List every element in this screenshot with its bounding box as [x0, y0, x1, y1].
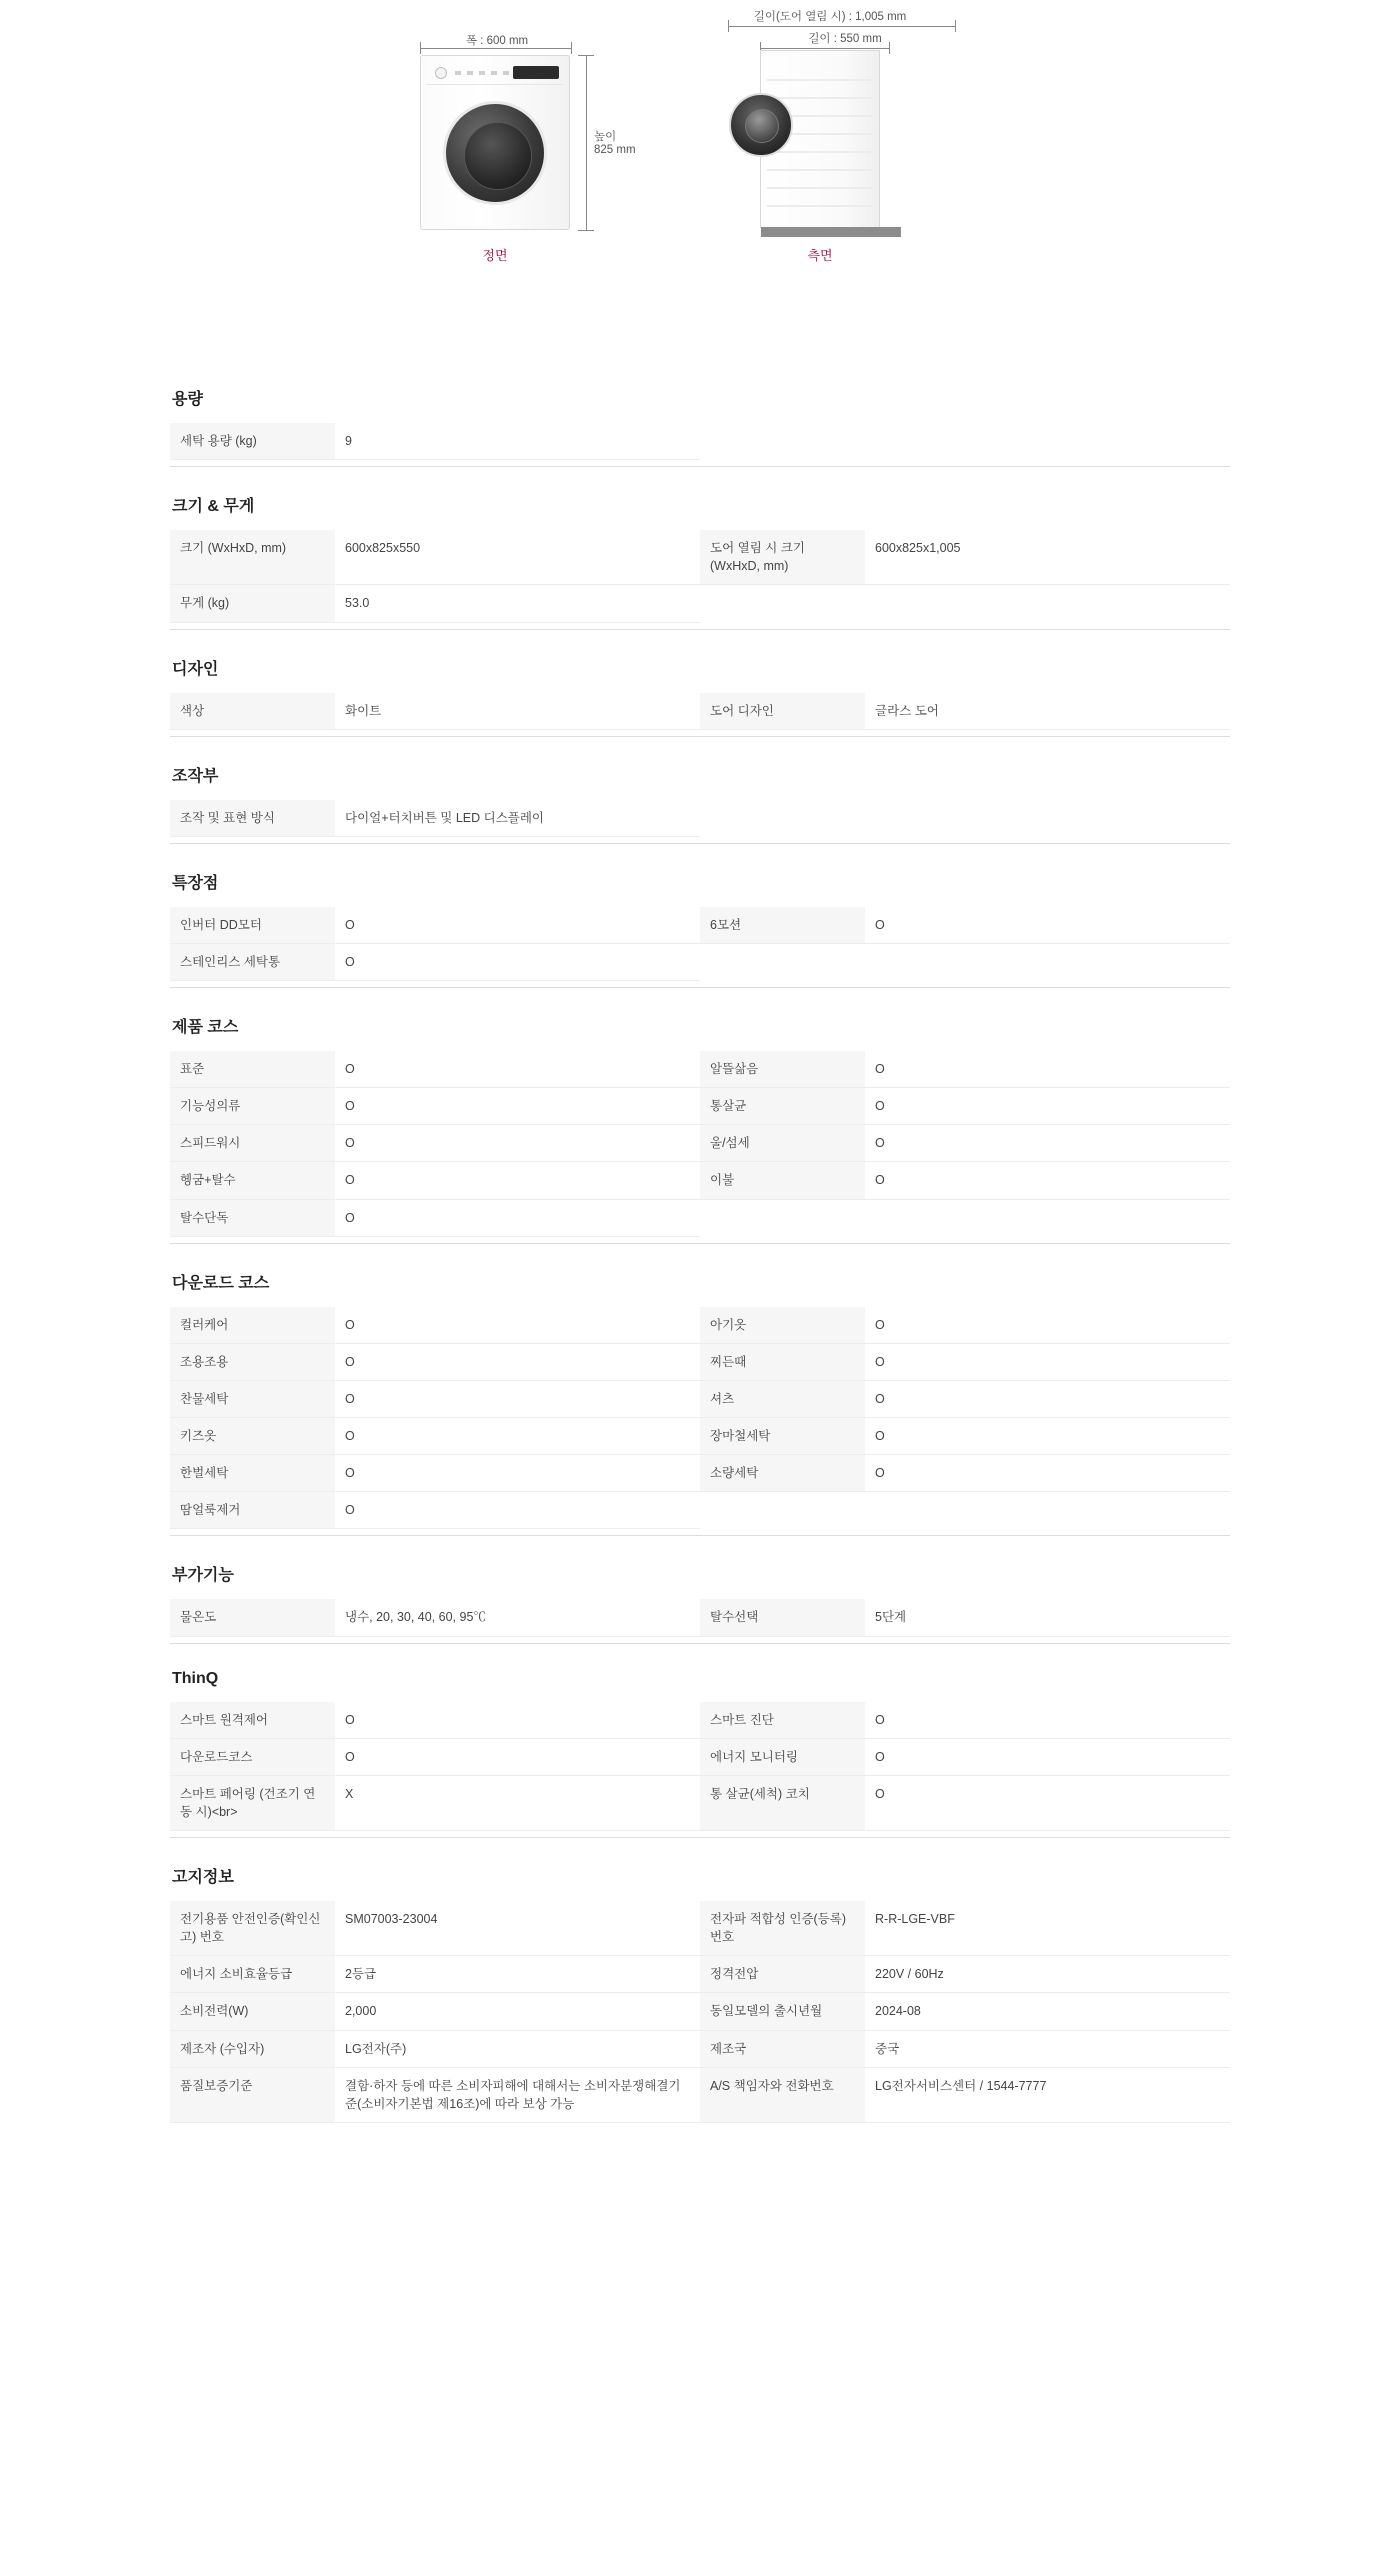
spec-value-cell: O: [335, 1492, 700, 1529]
spec-section-title: 특장점: [172, 874, 219, 892]
spec-label-cell: 스마트 원격제어: [170, 1702, 335, 1739]
spec-value-cell: O: [865, 1307, 1230, 1344]
spec-value-cell: 220V / 60Hz: [865, 1956, 1230, 1993]
led-display-icon: [513, 66, 559, 79]
spec-value-cell: O: [335, 1380, 700, 1417]
spec-label-cell: 크기 (WxHxD, mm): [170, 530, 335, 585]
table-row: [170, 1088, 1230, 1125]
side-depth-dimension-line: [760, 48, 890, 49]
spec-value-cell: O: [335, 1702, 700, 1739]
spec-value-cell: O: [865, 1051, 1230, 1088]
spec-label-cell: 조작 및 표현 방식: [170, 800, 335, 837]
spec-section-title: 제품 코스: [172, 1019, 239, 1036]
spec-label-cell: 땀얼룩제거: [170, 1492, 335, 1529]
spec-label-cell: 소비전력(W): [170, 1993, 335, 2030]
spec-section-title: 용량: [172, 391, 203, 408]
front-width-dimension-line: [420, 48, 572, 49]
spec-table: [170, 1702, 1230, 1832]
spec-label-cell: 6모션: [700, 907, 865, 944]
table-row: [170, 1956, 1230, 1993]
table-row: [170, 1492, 1230, 1529]
spec-value-cell: O: [865, 1775, 1230, 1830]
front-height-label-line1: 높이: [594, 131, 617, 143]
spec-value-cell: 중국: [865, 2030, 1230, 2067]
spec-value-cell: O: [335, 1738, 700, 1775]
spec-label-cell: 셔츠: [700, 1380, 865, 1417]
spec-table: [170, 530, 1230, 622]
table-row: [170, 943, 1230, 980]
table-row: [170, 1380, 1230, 1417]
spec-value-cell: O: [335, 1125, 700, 1162]
spec-empty-cell: [700, 943, 865, 980]
spec-value-cell: O: [865, 1088, 1230, 1125]
spec-value-cell: 53.0: [335, 585, 700, 622]
table-row: [170, 1162, 1230, 1199]
spec-empty-cell: [965, 423, 1230, 460]
spec-label-cell: 통살균: [700, 1088, 865, 1125]
spec-value-cell: 냉수, 20, 30, 40, 60, 95℃: [335, 1599, 700, 1636]
side-base-shadow: [761, 227, 901, 237]
front-height-tick-top: [578, 55, 594, 56]
spec-label-cell: 기능성의류: [170, 1088, 335, 1125]
spec-value-cell: O: [865, 1125, 1230, 1162]
spec-value-cell: 600x825x550: [335, 530, 700, 585]
spec-value-cell: 다이얼+터치버튼 및 LED 디스플레이: [335, 800, 700, 837]
spec-label-cell: 소량세탁: [700, 1455, 865, 1492]
spec-value-cell: O: [865, 907, 1230, 944]
spec-section: [170, 360, 1230, 466]
spec-label-cell: 스마트 페어링 (건조기 연동 시)<br>: [170, 1775, 335, 1830]
table-row: [170, 800, 1230, 837]
spec-label-cell: 스테인리스 세탁통: [170, 943, 335, 980]
spec-table: [170, 1599, 1230, 1636]
spec-label-cell: 도어 디자인: [700, 693, 865, 730]
table-row: [170, 1051, 1230, 1088]
table-row: [170, 1901, 1230, 1956]
spec-value-cell: O: [335, 1199, 700, 1236]
table-row: [170, 693, 1230, 730]
spec-table: [170, 1307, 1230, 1530]
spec-label-cell: 제조자 (수입자): [170, 2030, 335, 2067]
spec-label-cell: 품질보증기준: [170, 2067, 335, 2122]
spec-label-cell: 스피드워시: [170, 1125, 335, 1162]
spec-section: [170, 629, 1230, 736]
spec-label-cell: 색상: [170, 693, 335, 730]
spec-label-cell: 한벌세탁: [170, 1455, 335, 1492]
door-glass-illustration: [464, 122, 532, 190]
spec-section: [170, 843, 1230, 987]
spec-value-cell: LG전자(주): [335, 2030, 700, 2067]
side-view-caption: 측면: [807, 248, 833, 263]
spec-table: [170, 1051, 1230, 1237]
spec-label-cell: 헹굼+탈수: [170, 1162, 335, 1199]
table-row: [170, 1455, 1230, 1492]
spec-label-cell: 키즈옷: [170, 1418, 335, 1455]
spec-value-cell: O: [335, 943, 700, 980]
spec-label-cell: 인버터 DD모터: [170, 907, 335, 944]
touch-buttons-icon: [455, 71, 511, 75]
control-panel-illustration: [427, 63, 563, 85]
front-width-tick-right: [571, 42, 572, 54]
spec-table: [170, 907, 1230, 981]
front-view-caption: 정면: [482, 248, 508, 263]
front-height-label-line2: 825 mm: [594, 144, 636, 156]
spec-value-cell: O: [865, 1702, 1230, 1739]
table-row: [170, 530, 1230, 585]
product-dimension-diagram: [0, 0, 1400, 360]
spec-label-cell: 정격전압: [700, 1956, 865, 1993]
spec-value-cell: 2등급: [335, 1956, 700, 1993]
spec-section: [170, 466, 1230, 628]
spec-value-cell: 600x825x1,005: [865, 530, 1230, 585]
spec-value-cell: X: [335, 1775, 700, 1830]
table-row: [170, 1599, 1230, 1636]
spec-value-cell: SM07003-23004: [335, 1901, 700, 1956]
spec-value-cell: O: [335, 907, 700, 944]
spec-label-cell: 찬물세탁: [170, 1380, 335, 1417]
spec-value-cell: 결함·하자 등에 따른 소비자피해에 대해서는 소비자분쟁해결기준(소비자기본법 제16조)에 따라 보상 가능: [335, 2067, 700, 2122]
side-door-glass-illustration: [745, 109, 779, 143]
front-height-dimension-label: [594, 128, 654, 156]
spec-empty-cell: [965, 800, 1230, 837]
spec-empty-cell: [700, 1492, 865, 1529]
spec-empty-cell: [865, 1492, 1230, 1529]
spec-value-cell: O: [335, 1307, 700, 1344]
spec-label-cell: 알뜰삶음: [700, 1051, 865, 1088]
spec-section: [170, 1535, 1230, 1642]
table-row: [170, 1738, 1230, 1775]
spec-label-cell: 동일모델의 출시년월: [700, 1993, 865, 2030]
spec-label-cell: 도어 열림 시 크기 (WxHxD, mm): [700, 530, 865, 585]
spec-value-cell: 9: [335, 423, 700, 460]
table-row: [170, 2030, 1230, 2067]
table-row: [170, 585, 1230, 622]
spec-value-cell: O: [335, 1162, 700, 1199]
spec-value-cell: 2,000: [335, 1993, 700, 2030]
spec-section: [170, 736, 1230, 843]
spec-section: [170, 1243, 1230, 1536]
table-row: [170, 2067, 1230, 2122]
spec-section-title: 고지정보: [172, 1869, 234, 1886]
spec-section-title: 부가기능: [172, 1567, 234, 1585]
spec-label-cell: 탈수단독: [170, 1199, 335, 1236]
spec-label-cell: 전기용품 안전인증(확인신고) 번호: [170, 1901, 335, 1956]
spec-value-cell: O: [335, 1455, 700, 1492]
specification-sections: [170, 360, 1230, 2169]
front-height-tick-bottom: [578, 230, 594, 231]
table-row: [170, 1418, 1230, 1455]
table-row: [170, 907, 1230, 944]
spec-value-cell: O: [865, 1418, 1230, 1455]
side-door-open-dimension-line: [728, 26, 956, 27]
front-width-tick-left: [420, 42, 421, 54]
spec-label-cell: 무게 (kg): [170, 585, 335, 622]
spec-value-cell: O: [865, 1455, 1230, 1492]
spec-value-cell: O: [865, 1380, 1230, 1417]
spec-section-title: 크기 & 무게: [172, 498, 255, 516]
spec-table: [170, 800, 1230, 837]
spec-label-cell: 다운로드코스: [170, 1738, 335, 1775]
spec-value-cell: O: [335, 1088, 700, 1125]
spec-label-cell: 울/섬세: [700, 1125, 865, 1162]
spec-section: [170, 1643, 1230, 1838]
spec-section: [170, 987, 1230, 1243]
spec-value-cell: O: [335, 1418, 700, 1455]
spec-label-cell: 스마트 진단: [700, 1702, 865, 1739]
side-depth-tick-right: [889, 42, 890, 54]
table-row: [170, 1307, 1230, 1344]
spec-label-cell: 전자파 적합성 인증(등록) 번호: [700, 1901, 865, 1956]
door-illustration: [443, 101, 547, 205]
spec-label-cell: 통 살균(세척) 코치: [700, 1775, 865, 1830]
spec-value-cell: R-R-LGE-VBF: [865, 1901, 1230, 1956]
spec-table: [170, 1901, 1230, 2123]
spec-value-cell: 글라스 도어: [865, 693, 1230, 730]
spec-empty-cell: [700, 1199, 865, 1236]
spec-section-title: 다운로드 코스: [172, 1274, 270, 1292]
table-row: [170, 1775, 1230, 1830]
spec-label-cell: 에너지 모니터링: [700, 1738, 865, 1775]
side-door-open-tick-left: [728, 20, 729, 32]
spec-value-cell: O: [865, 1343, 1230, 1380]
washer-side-illustration: [760, 50, 880, 228]
spec-value-cell: 2024-08: [865, 1993, 1230, 2030]
front-width-dimension-label: 폭 : 600 mm: [465, 35, 529, 47]
side-door-open-tick-right: [955, 20, 956, 32]
front-height-dimension-line: [586, 55, 587, 231]
spec-empty-cell: [865, 585, 1230, 622]
spec-value-cell: O: [335, 1343, 700, 1380]
spec-empty-cell: [700, 800, 965, 837]
spec-empty-cell: [865, 943, 1230, 980]
side-door-open-dimension-label: 길이(도어 열림 시) : 1,005 mm: [753, 11, 907, 23]
spec-label-cell: 세탁 용량 (kg): [170, 423, 335, 460]
spec-label-cell: 조용조용: [170, 1343, 335, 1380]
spec-section-title: 조작부: [172, 767, 219, 785]
table-row: [170, 1343, 1230, 1380]
side-depth-dimension-label: 길이 : 550 mm: [808, 33, 882, 45]
spec-value-cell: 화이트: [335, 693, 700, 730]
spec-label-cell: 장마철세탁: [700, 1418, 865, 1455]
spec-empty-cell: [865, 1199, 1230, 1236]
table-row: [170, 423, 1230, 460]
table-row: [170, 1993, 1230, 2030]
spec-label-cell: 에너지 소비효율등급: [170, 1956, 335, 1993]
spec-label-cell: A/S 책임자와 전화번호: [700, 2067, 865, 2122]
spec-label-cell: 아기옷: [700, 1307, 865, 1344]
spec-empty-cell: [700, 585, 865, 622]
dial-knob-icon: [435, 67, 447, 79]
spec-label-cell: 컬러케어: [170, 1307, 335, 1344]
spec-table: [170, 423, 1230, 460]
spec-label-cell: 표준: [170, 1051, 335, 1088]
washer-front-illustration: [420, 55, 570, 230]
table-row: [170, 1125, 1230, 1162]
side-door-illustration: [729, 93, 793, 157]
spec-value-cell: LG전자서비스센터 / 1544-7777: [865, 2067, 1230, 2122]
spec-value-cell: O: [335, 1051, 700, 1088]
spec-section-title: 디자인: [172, 660, 219, 678]
spec-label-cell: 찌든때: [700, 1343, 865, 1380]
table-row: [170, 1199, 1230, 1236]
spec-value-cell: O: [865, 1738, 1230, 1775]
spec-label-cell: 이불: [700, 1162, 865, 1199]
spec-value-cell: 5단계: [865, 1599, 1230, 1636]
spec-label-cell: 물온도: [170, 1599, 335, 1636]
spec-value-cell: O: [865, 1162, 1230, 1199]
spec-label-cell: 탈수선택: [700, 1599, 865, 1636]
spec-section-title: ThinQ: [172, 1669, 219, 1687]
table-row: [170, 1702, 1230, 1739]
spec-section: [170, 1837, 1230, 2129]
spec-table: [170, 693, 1230, 730]
spec-label-cell: 제조국: [700, 2030, 865, 2067]
spec-empty-cell: [700, 423, 965, 460]
